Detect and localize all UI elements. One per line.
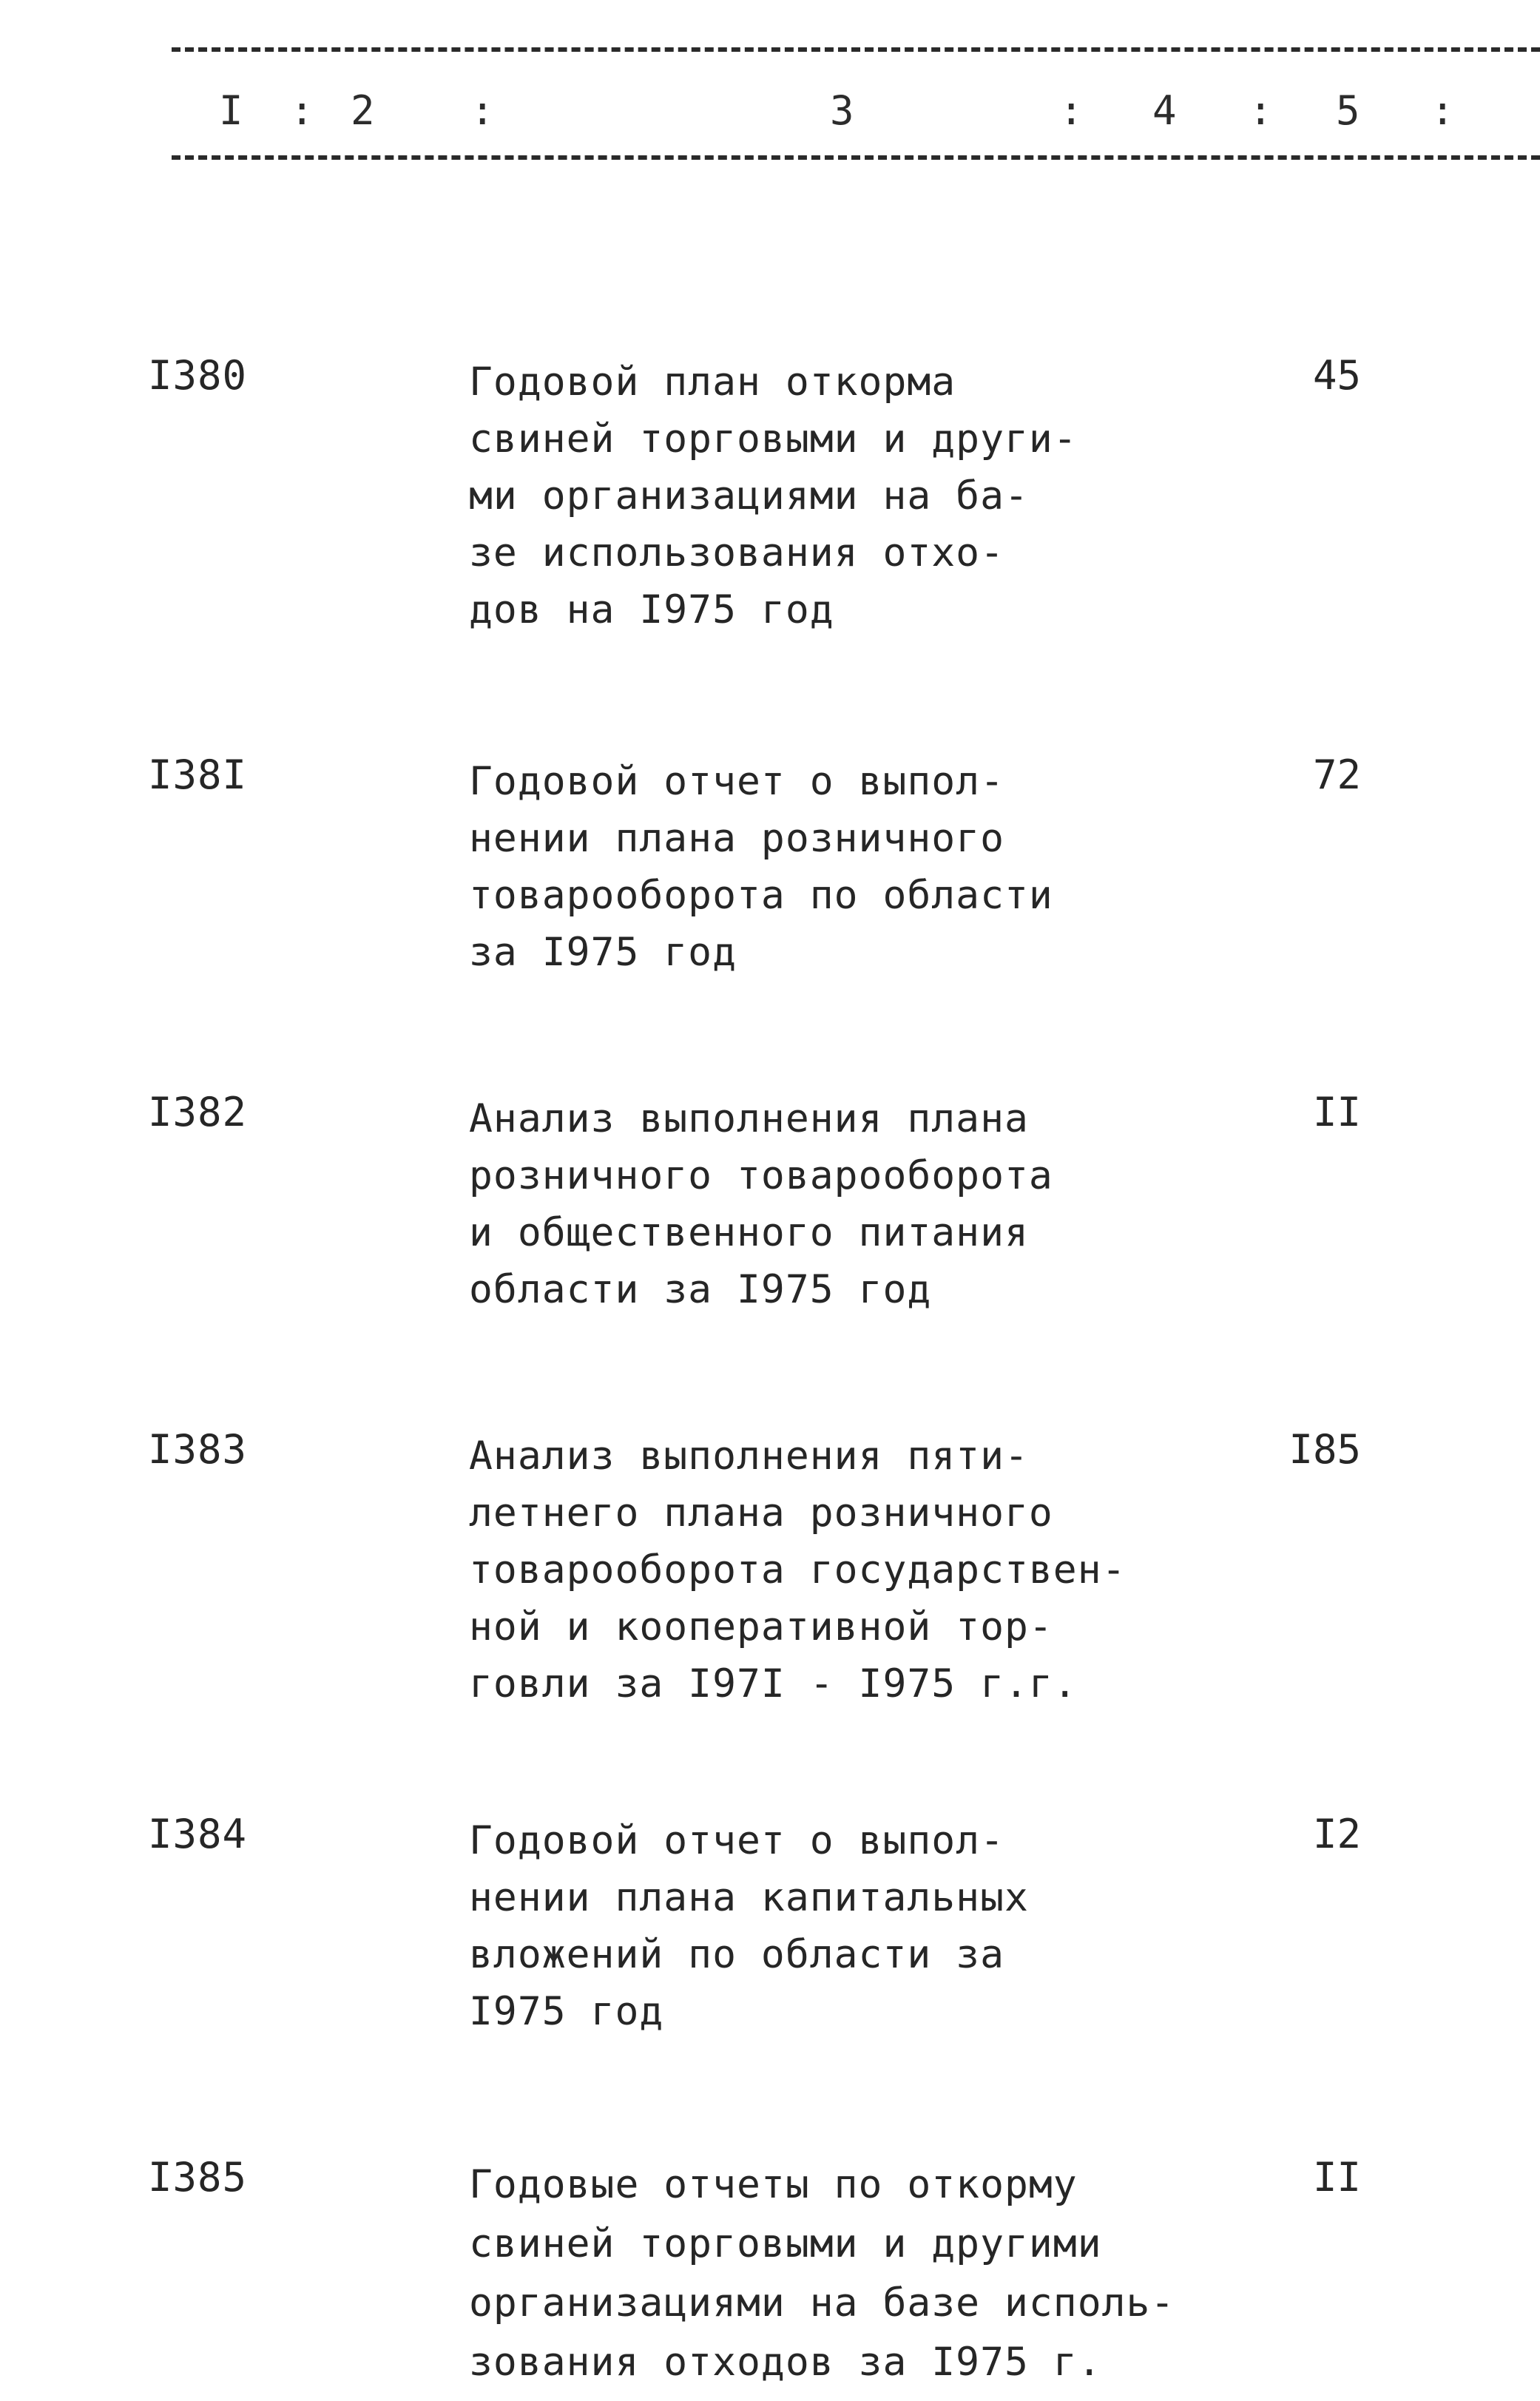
record-title-line: I975 год [469, 1989, 664, 2034]
header-top-rule [172, 47, 1540, 52]
record-sheet-count: II [1312, 1089, 1361, 1135]
record-title-line: области за I975 год [469, 1267, 932, 1312]
record-title-line: и общественного питания [469, 1210, 1029, 1255]
header-bottom-rule [172, 155, 1540, 160]
record-title-line: Годовые отчеты по откорму [469, 2162, 1078, 2207]
record-sheet-count: I85 [1289, 1426, 1361, 1473]
record-sheet-count: 72 [1312, 752, 1361, 798]
record-title-line: нении плана капитальных [469, 1875, 1029, 1920]
record-number: I383 [148, 1426, 248, 1473]
record-number: I384 [148, 1811, 248, 1857]
column-separator: : [1059, 87, 1084, 134]
record-sheet-count: 45 [1312, 352, 1361, 399]
record-title-line: Годовой план откорма [469, 359, 956, 405]
record-title-line: Анализ выполнения плана [469, 1096, 1029, 1141]
record-title-line: розничного товарооборота [469, 1153, 1053, 1198]
column-separator: : [1431, 87, 1455, 134]
record-title [469, 354, 1179, 638]
record-title-line: свиней торговыми и други- [469, 416, 1078, 462]
record-title-line: свиней торговыми и другими [469, 2221, 1102, 2266]
column-separator: : [1249, 87, 1273, 134]
record-title [469, 1428, 1179, 1712]
record-title [469, 2155, 1179, 2392]
column-header-3: 3 [830, 87, 854, 134]
column-header-4: 4 [1152, 87, 1177, 134]
record-sheet-count: II [1312, 2154, 1361, 2201]
column-header-2: 2 [351, 87, 375, 134]
record-title-line: Годовой отчет о выпол- [469, 759, 1004, 804]
record-title [469, 1090, 1179, 1318]
record-number: I38I [148, 752, 248, 798]
record-title-line: нении плана розничного [469, 816, 1004, 861]
record-title-line: дов на I975 год [469, 587, 834, 632]
record-title-line: зования отходов за I975 г. [469, 2340, 1102, 2385]
record-title-line: ми организациями на ба- [469, 473, 1029, 519]
column-header-5: 5 [1336, 87, 1360, 134]
record-title-line: вложений по области за [469, 1932, 1004, 1977]
record-title-line: Годовой отчет о выпол- [469, 1818, 1004, 1863]
record-title [469, 1812, 1179, 2040]
record-title-line: организациями на базе исполь- [469, 2280, 1175, 2326]
record-title-line: товарооборота по области [469, 873, 1053, 918]
record-sheet-count: I2 [1312, 1811, 1361, 1857]
record-title-line: за I975 год [469, 930, 737, 975]
record-title-line: Анализ выполнения пяти- [469, 1433, 1029, 1479]
record-number: I380 [148, 352, 248, 399]
column-header-1: I [219, 87, 243, 134]
column-separator: : [290, 87, 314, 134]
record-title-line: товарооборота государствен- [469, 1547, 1127, 1593]
column-separator: : [470, 87, 495, 134]
record-title-line: говли за I97I - I975 г.г. [469, 1661, 1078, 1706]
record-title-line: ной и кооперативной тор- [469, 1604, 1053, 1649]
record-number: I382 [148, 1089, 248, 1135]
record-title-line: зе использования отхо- [469, 530, 1004, 575]
record-title [469, 753, 1179, 981]
record-number: I385 [148, 2154, 248, 2201]
record-title-line: летнего плана розничного [469, 1490, 1053, 1536]
